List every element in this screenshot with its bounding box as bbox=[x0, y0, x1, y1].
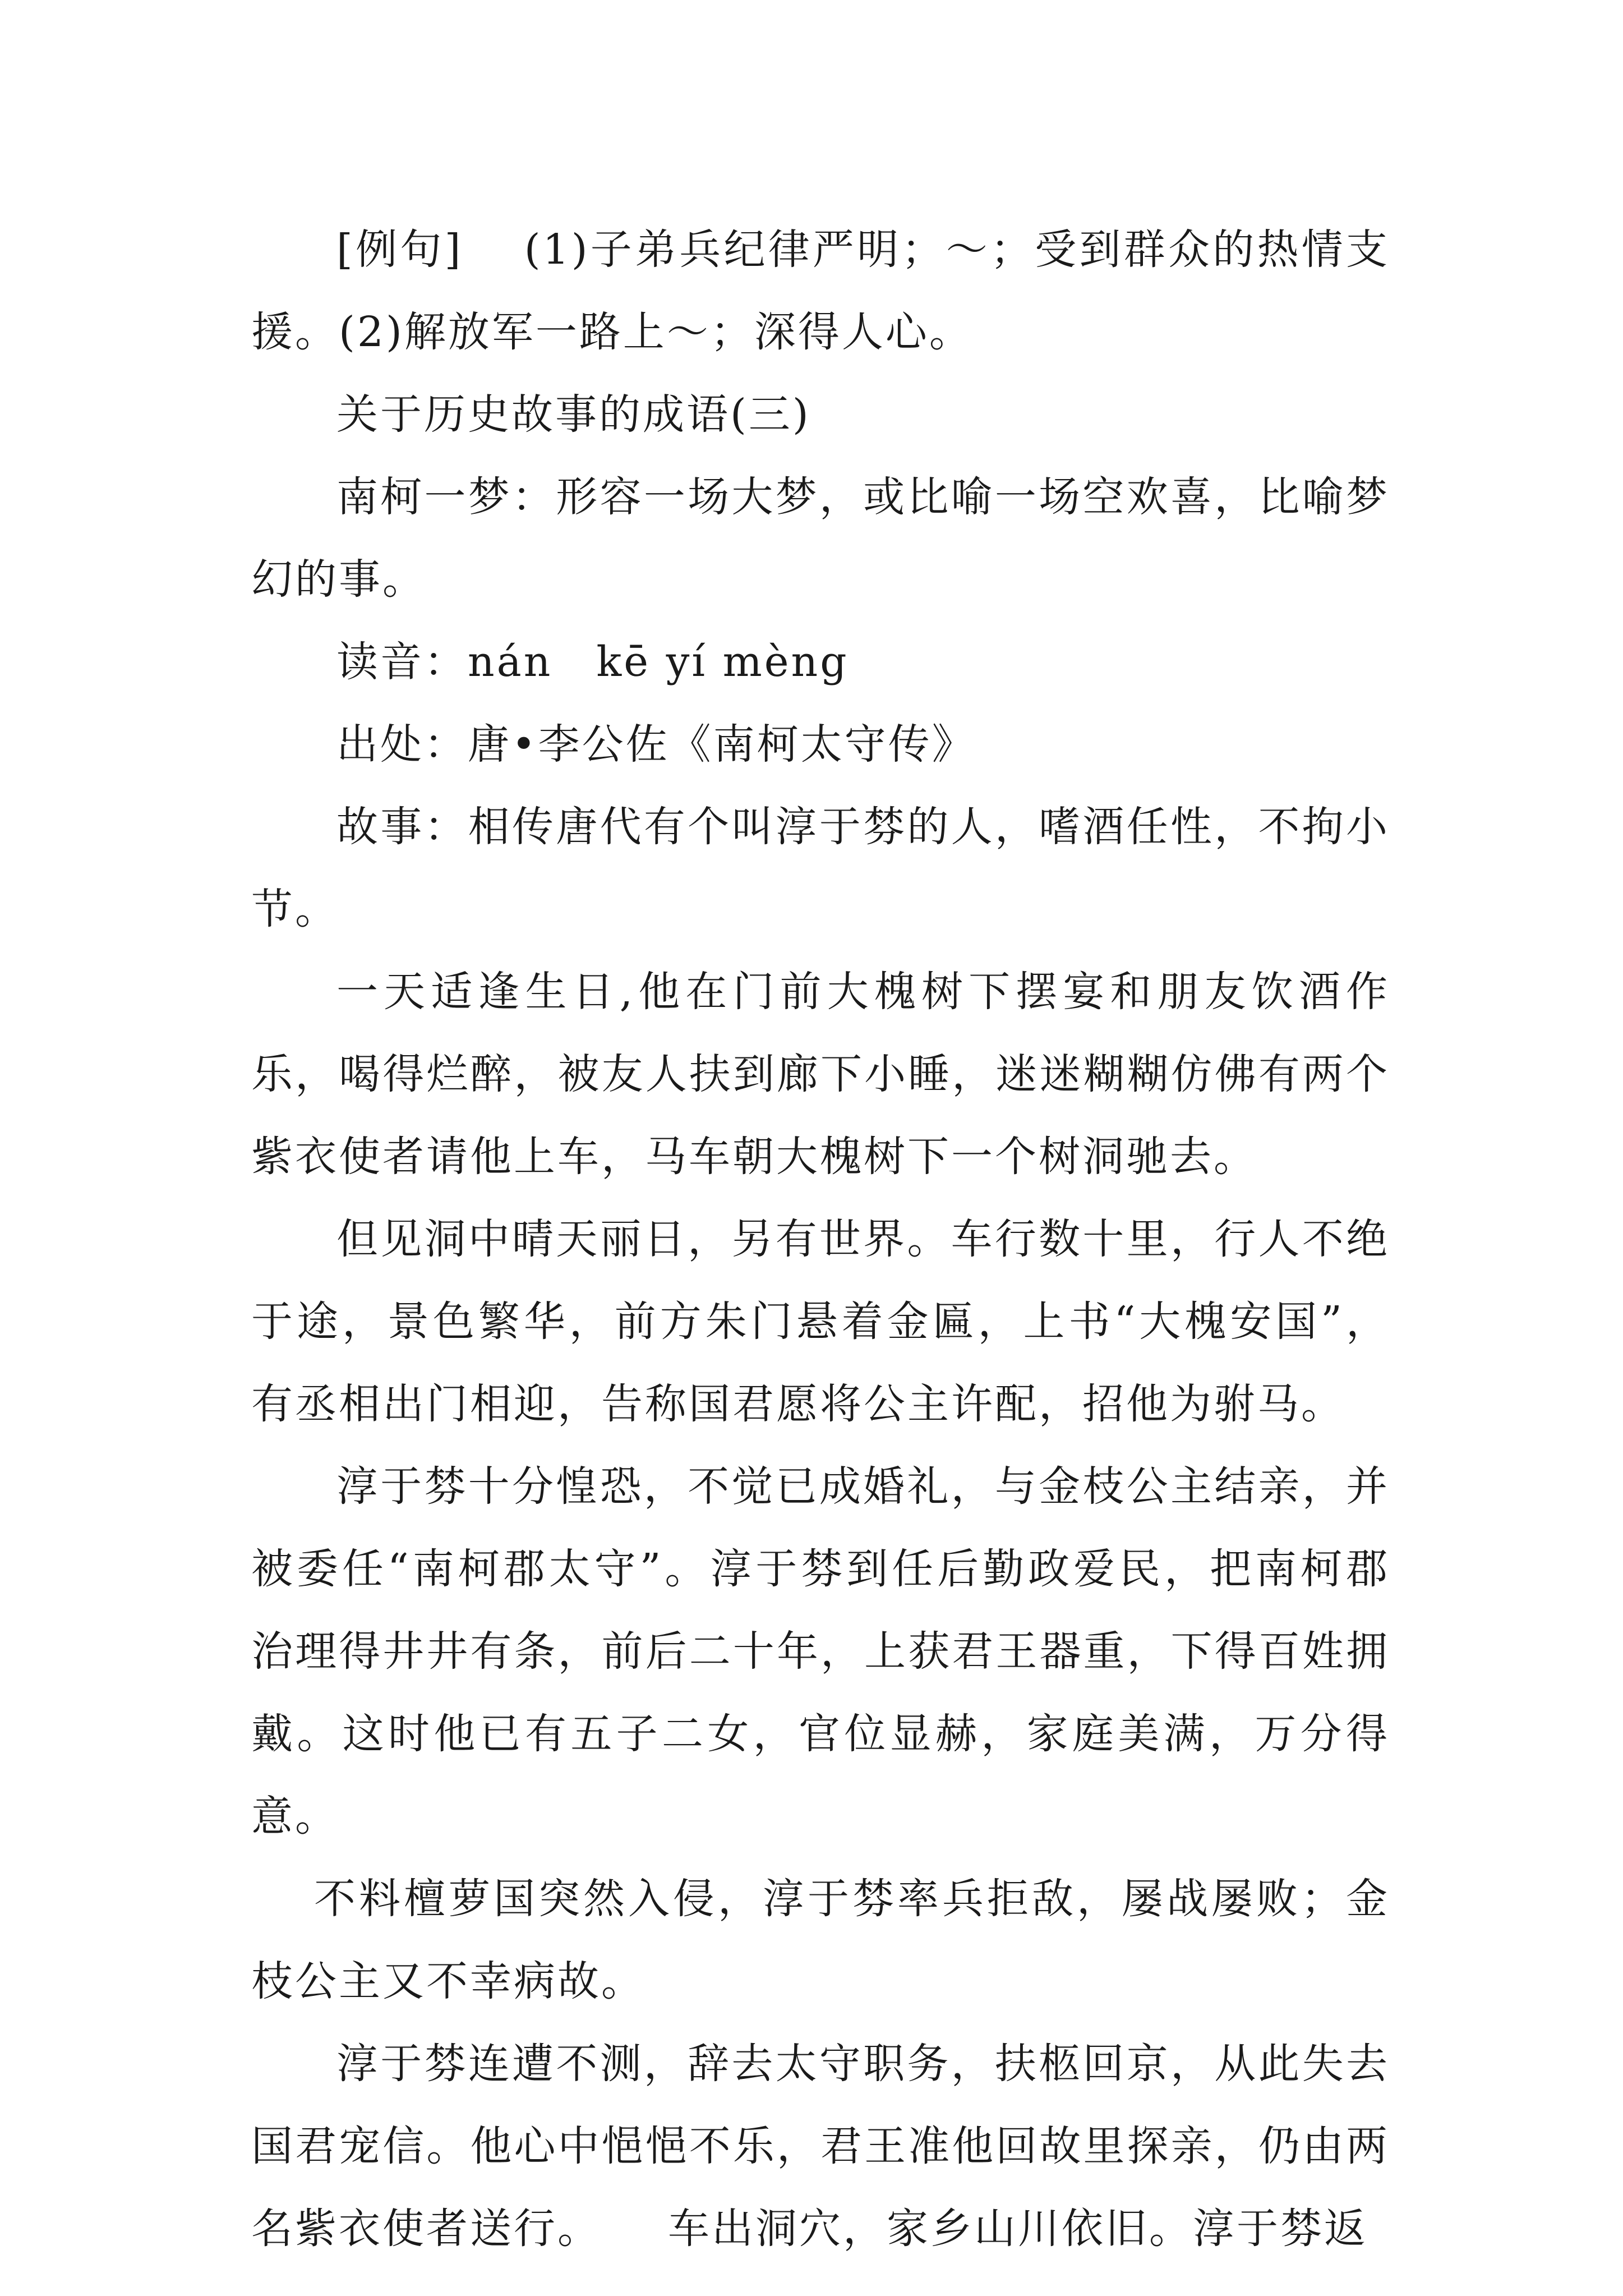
story-paragraph-5: 淳于棼连遭不测，辞去太守职务，扶柩回京，从此失去国君宠信。他心中悒悒不乐，君王准他回故里探亲，仍由两名紫衣使者送行。 车出洞穴，家乡山川依旧。淳于棼返 bbox=[251, 2040, 1390, 2253]
story-intro-paragraph: 故事：相传唐代有个叫淳于棼的人，嗜酒任性，不拘小节。 bbox=[251, 803, 1390, 933]
source-paragraph: 出处：唐•李公佐《南柯太守传》 bbox=[336, 720, 976, 769]
section-heading: 关于历史故事的成语(三) bbox=[336, 390, 811, 439]
story-paragraph-3: 淳于棼十分惶恐，不觉已成婚礼，与金枝公主结亲，并被委任“南柯郡太守”。淳于棼到任后勤政爱民，把南柯郡治理得井井有条，前后二十年，上获君王器重，下得百姓拥戴。这时他已有五子二女，官位显赫，家庭美满，万分得意。 bbox=[251, 1462, 1390, 1841]
body-text bbox=[251, 209, 1390, 2270]
idiom-definition-paragraph: 南柯一梦：形容一场大梦，或比喻一场空欢喜，比喻梦幻的事。 bbox=[251, 473, 1390, 604]
story-paragraph-4: 不料檀萝国突然入侵，淳于棼率兵拒敌，屡战屡败；金枝公主又不幸病故。 bbox=[251, 1875, 1390, 2005]
example-sentence-paragraph: [例句] (1)子弟兵纪律严明；～；受到群众的热情支援。(2)解放军一路上～；深得人心。 bbox=[251, 226, 1390, 356]
story-paragraph-2: 但见洞中晴天丽日，另有世界。车行数十里，行人不绝于途，景色繁华，前方朱门悬着金匾，上书“大槐安国”，有丞相出门相迎，告称国君愿将公主许配，招他为驸马。 bbox=[251, 1215, 1390, 1428]
story-paragraph-1: 一天适逢生日,他在门前大槐树下摆宴和朋友饮酒作乐，喝得烂醉，被友人扶到廊下小睡，迷迷糊糊仿佛有两个紫衣使者请他上车，马车朝大槐树下一个树洞驰去。 bbox=[251, 968, 1390, 1181]
pronunciation-paragraph: 读音：nán kē yí mèng bbox=[336, 638, 849, 686]
